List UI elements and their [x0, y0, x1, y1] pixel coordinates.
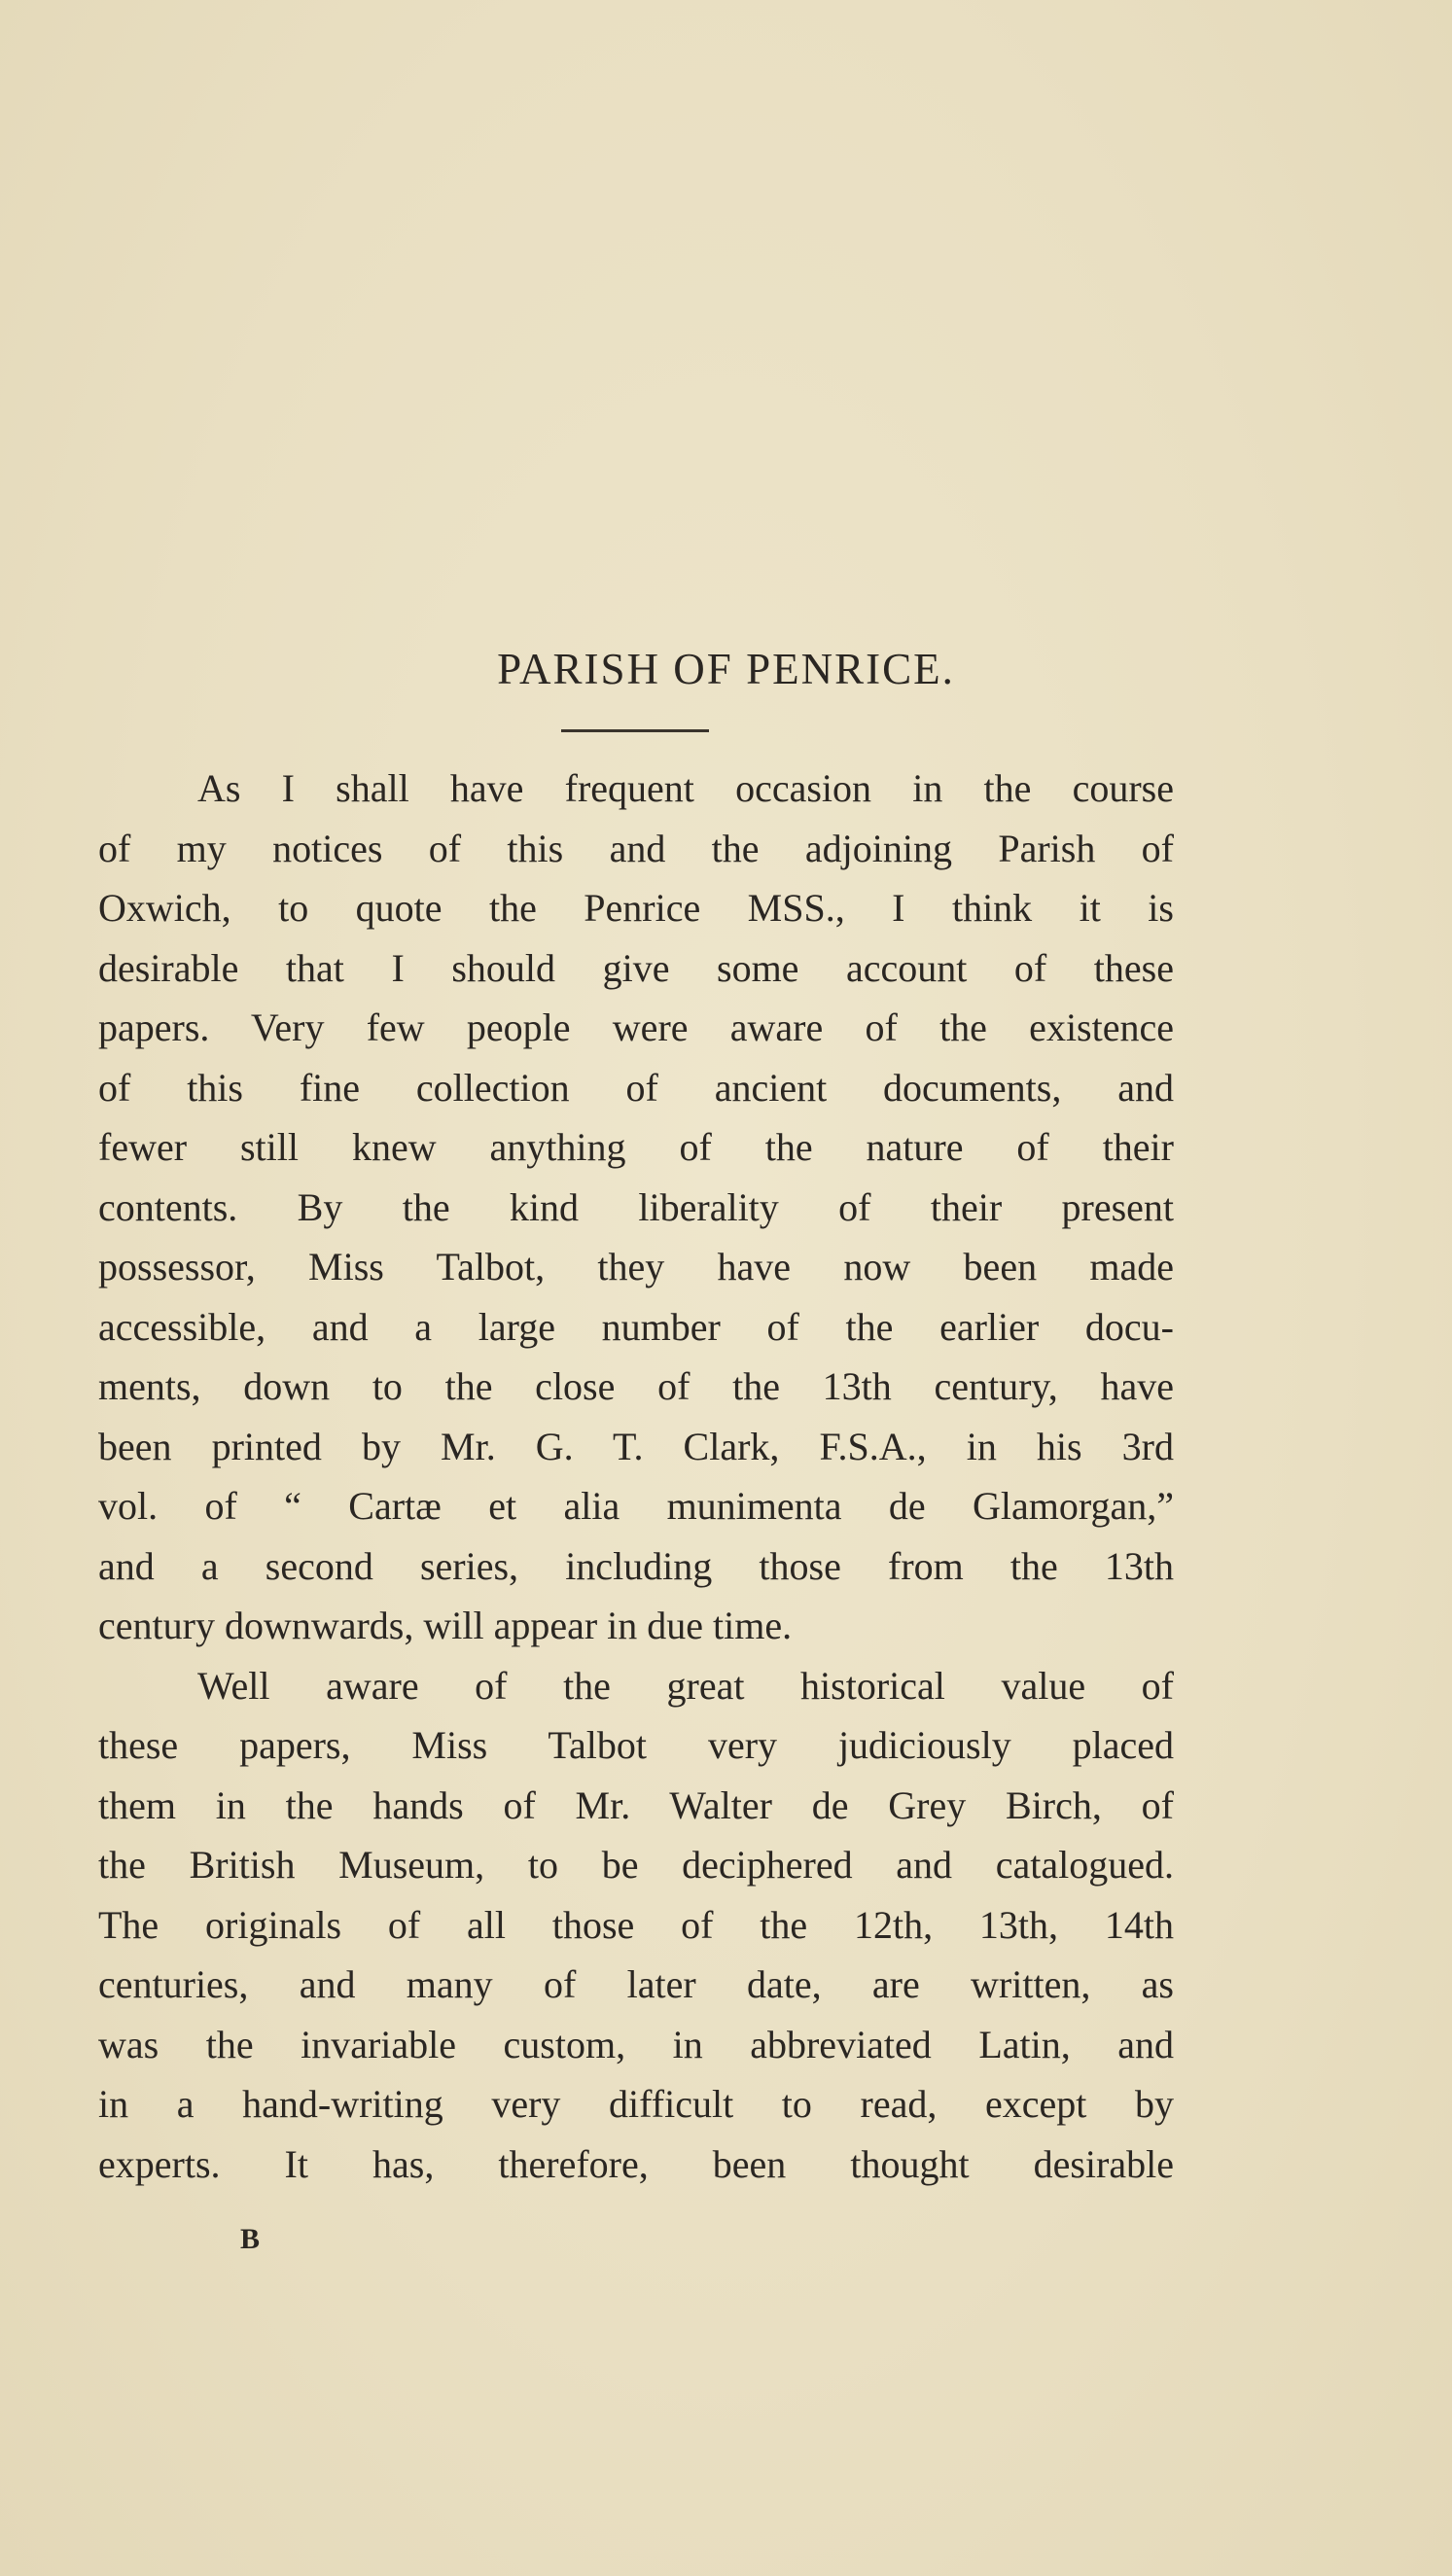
- text-line: The originals of all those of the 12th, 13th, 14th: [98, 1902, 1174, 1947]
- text-line: As I shall have frequent occasion in the course: [197, 766, 1174, 810]
- text-line: of my notices of this and the adjoining Parish of: [98, 826, 1174, 870]
- text-line: Oxwich, to quote the Penrice MSS., I think it is: [98, 886, 1174, 930]
- text-line: been printed by Mr. G. T. Clark, F.S.A., in his 3rd: [98, 1424, 1174, 1468]
- text-line: Well aware of the great historical value of: [197, 1663, 1174, 1708]
- text-line: ments, down to the close of the 13th century, have: [98, 1364, 1174, 1408]
- text-line: these papers, Miss Talbot very judiciously placed: [98, 1723, 1174, 1767]
- text-line: was the invariable custom, in abbreviated Latin, and: [98, 2022, 1174, 2066]
- text-line: possessor, Miss Talbot, they have now been made: [98, 1245, 1174, 1288]
- text-line: contents. By the kind liberality of their present: [98, 1184, 1174, 1229]
- signature-mark: B: [240, 2223, 261, 2255]
- title-rule: [561, 729, 709, 732]
- text-line: them in the hands of Mr. Walter de Grey Birch, of: [98, 1782, 1174, 1827]
- text-line: of this fine collection of ancient documents, and: [98, 1065, 1174, 1110]
- text-line: desirable that I should give some account of these: [98, 945, 1174, 990]
- text-line: in a hand-writing very difficult to read, except by: [98, 2082, 1174, 2126]
- body-text: [98, 759, 1174, 2194]
- text-line: century downwards, will appear in due time.: [98, 1604, 793, 1647]
- page-title: PARISH OF PENRICE.: [497, 645, 955, 693]
- text-line: vol. of “ Cartæ et alia munimenta de Glamorgan,”: [98, 1484, 1174, 1528]
- text-line: experts. It has, therefore, been thought desirable: [98, 2141, 1174, 2186]
- text-line: accessible, and a large number of the earlier docu-: [98, 1304, 1174, 1349]
- text-line: the British Museum, to be deciphered and catalogued.: [98, 1843, 1174, 1887]
- text-line: and a second series, including those from the 13th: [98, 1543, 1174, 1588]
- text-line: fewer still knew anything of the nature of their: [98, 1125, 1174, 1169]
- text-line: papers. Very few people were aware of the existence: [98, 1006, 1174, 1049]
- text-line: centuries, and many of later date, are written, as: [98, 1962, 1174, 2006]
